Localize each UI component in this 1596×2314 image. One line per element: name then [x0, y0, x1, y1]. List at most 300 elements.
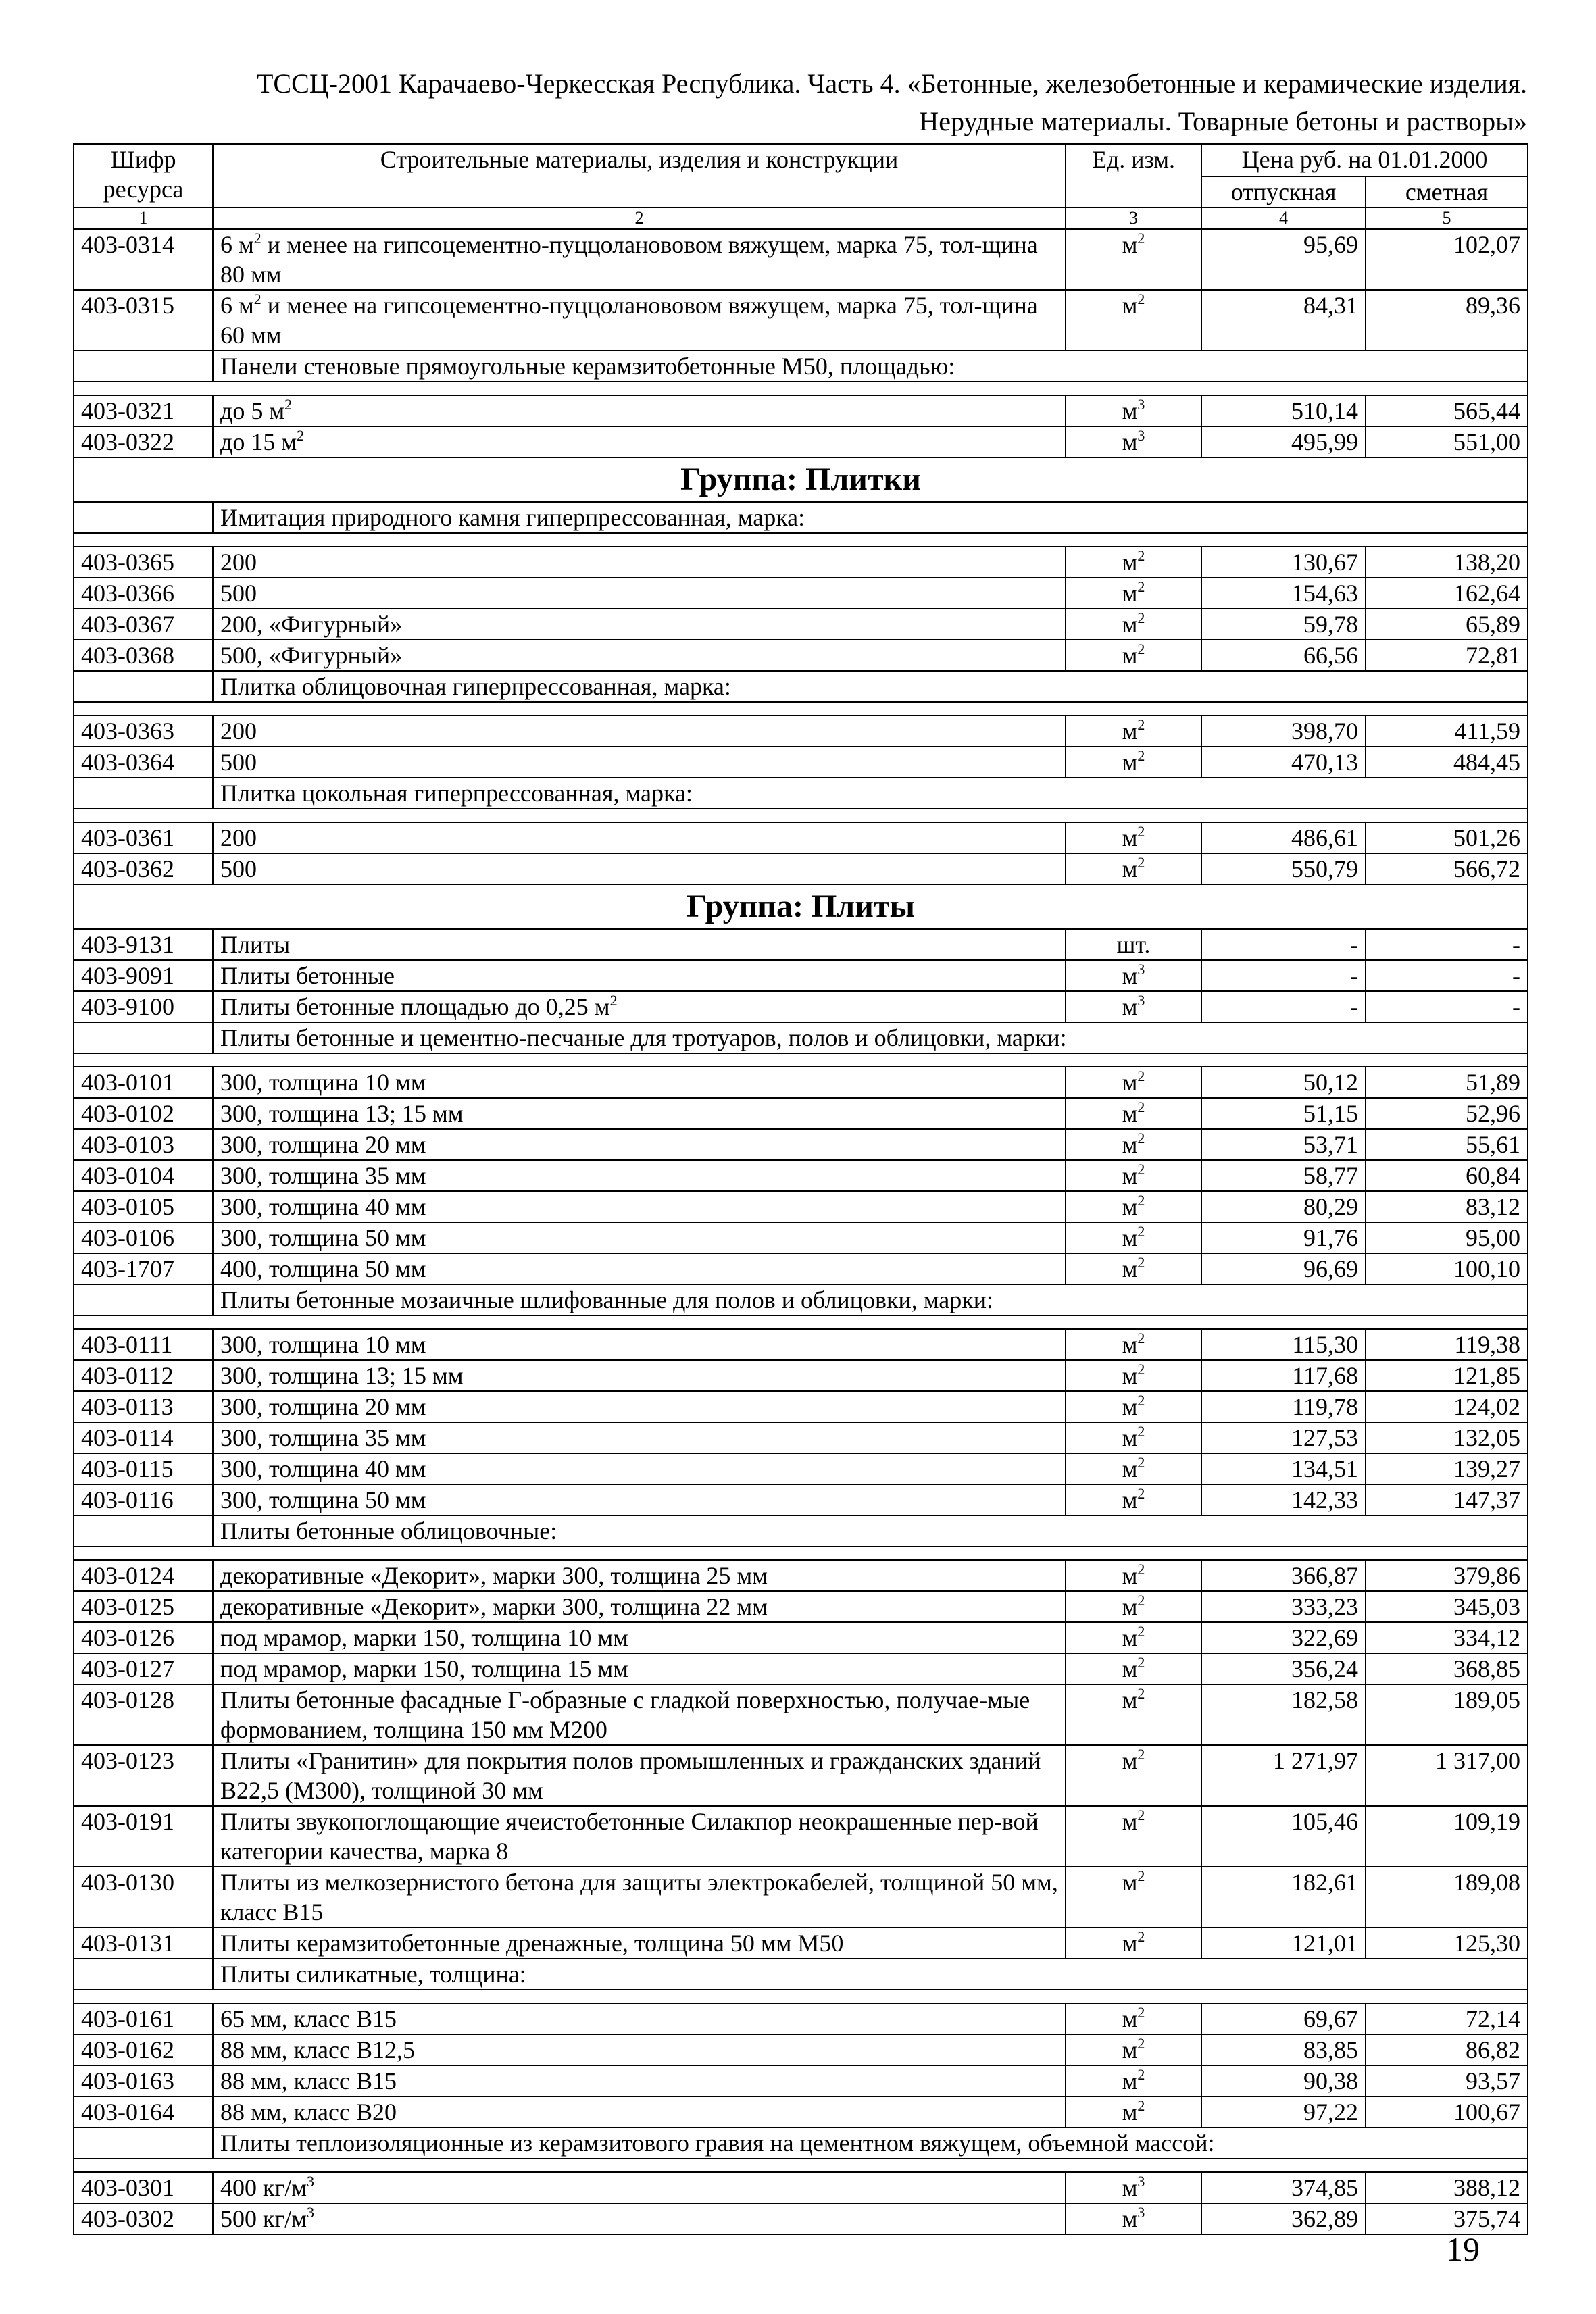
resource-code: 403-0302 [74, 2203, 213, 2234]
price-estimate: 119,38 [1366, 1329, 1528, 1360]
column-number: 4 [1201, 207, 1366, 229]
unit: $м^2$ [1066, 290, 1201, 351]
material-name: под мрамор, марки 150, толщина 10 мм [213, 1622, 1066, 1653]
table-row [74, 1329, 1528, 1360]
table-row [74, 1560, 1528, 1591]
price-release: 374,85 [1201, 2172, 1366, 2203]
section-code-cell [74, 1959, 213, 1990]
resource-code: 403-0314 [74, 229, 213, 290]
unit: $м^3$ [1066, 991, 1201, 1022]
section-gap-cell [74, 533, 1528, 547]
price-estimate: 125,30 [1366, 1928, 1528, 1959]
section-row [74, 1959, 1528, 1990]
material-name: 300, толщина 50 мм [213, 1484, 1066, 1515]
price-release: 91,76 [1201, 1222, 1366, 1253]
column-numbers-row [74, 207, 1528, 229]
section-gap-cell [74, 1990, 1528, 2003]
price-estimate: 124,02 [1366, 1391, 1528, 1422]
price-release: 366,87 [1201, 1560, 1366, 1591]
resource-code: 403-0191 [74, 1806, 213, 1867]
unit: $м^2$ [1066, 547, 1201, 578]
table-row [74, 578, 1528, 609]
unit: $м^2$ [1066, 2065, 1201, 2096]
section-code-cell [74, 671, 213, 702]
resource-code: 403-0321 [74, 395, 213, 426]
resource-code: 403-0164 [74, 2096, 213, 2128]
section-title: Плиты бетонные мозаичные шлифованные для полов и облицовки, марки: [213, 1284, 1528, 1315]
price-release: 119,78 [1201, 1391, 1366, 1422]
section-row [74, 778, 1528, 809]
table-row [74, 1653, 1528, 1684]
price-release: 130,67 [1201, 547, 1366, 578]
table-row [74, 640, 1528, 671]
table-row [74, 1098, 1528, 1129]
resource-code: 403-0315 [74, 290, 213, 351]
section-gap [74, 702, 1528, 715]
resource-code: 403-0128 [74, 1684, 213, 1745]
page-title-line-1: ТССЦ-2001 Карачаево-Черкесская Республика. Часть 4. «Бетонные, железобетонные и керамические изделия. [256, 68, 1527, 99]
section-row [74, 502, 1528, 533]
table-row [74, 1391, 1528, 1422]
unit: $м^2$ [1066, 1222, 1201, 1253]
price-estimate: 139,27 [1366, 1453, 1528, 1484]
resource-code: 403-0161 [74, 2003, 213, 2034]
price-estimate: 109,19 [1366, 1806, 1528, 1867]
table-row [74, 960, 1528, 991]
section-code-cell [74, 502, 213, 533]
section-title: Панели стеновые прямоугольные керамзитобетонные М50, площадью: [213, 351, 1528, 382]
resource-code: 403-0116 [74, 1484, 213, 1515]
price-estimate: 83,12 [1366, 1191, 1528, 1222]
unit: $м^2$ [1066, 1391, 1201, 1422]
price-estimate: 189,08 [1366, 1867, 1528, 1928]
price-estimate: 138,20 [1366, 547, 1528, 578]
price-release: 96,69 [1201, 1253, 1366, 1284]
price-release: - [1201, 991, 1366, 1022]
section-title: Имитация природного камня гиперпрессованная, марка: [213, 502, 1528, 533]
section-gap-cell [74, 382, 1528, 395]
material-name: 300, толщина 20 мм [213, 1129, 1066, 1160]
section-title: Плиты теплоизоляционные из керамзитового гравия на цементном вяжущем, объемной массой: [213, 2128, 1528, 2159]
material-name: декоративные «Декорит», марки 300, толщина 22 мм [213, 1591, 1066, 1622]
section-code-cell [74, 2128, 213, 2159]
price-release: 486,61 [1201, 822, 1366, 853]
table-row [74, 290, 1528, 351]
section-code-cell [74, 1284, 213, 1315]
table-row [74, 1622, 1528, 1653]
table-row [74, 609, 1528, 640]
price-release: 117,68 [1201, 1360, 1366, 1391]
material-name: 500 [213, 853, 1066, 884]
resource-code: 403-0125 [74, 1591, 213, 1622]
unit: $м^2$ [1066, 1160, 1201, 1191]
price-release: 97,22 [1201, 2096, 1366, 2128]
price-estimate: 100,10 [1366, 1253, 1528, 1284]
price-release: 142,33 [1201, 1484, 1366, 1515]
resource-code: 403-0104 [74, 1160, 213, 1191]
unit: $м^2$ [1066, 1253, 1201, 1284]
section-gap [74, 1990, 1528, 2003]
price-estimate: 100,67 [1366, 2096, 1528, 2128]
price-estimate: 51,89 [1366, 1067, 1528, 1098]
price-estimate: 334,12 [1366, 1622, 1528, 1653]
unit: $м^2$ [1066, 1329, 1201, 1360]
price-estimate: 65,89 [1366, 609, 1528, 640]
material-name: 6 $м^2$ и менее на гипсоцементно-пуццоланововом вяжущем, марка 75, тол-щина 60 мм [213, 290, 1066, 351]
resource-code: 403-0112 [74, 1360, 213, 1391]
price-release: - [1201, 929, 1366, 960]
price-estimate: 147,37 [1366, 1484, 1528, 1515]
price-release: 356,24 [1201, 1653, 1366, 1684]
resource-code: 403-0101 [74, 1067, 213, 1098]
section-gap-cell [74, 2159, 1528, 2172]
table-row [74, 1253, 1528, 1284]
price-release: 53,71 [1201, 1129, 1366, 1160]
unit: $м^2$ [1066, 1653, 1201, 1684]
unit: $м^2$ [1066, 1067, 1201, 1098]
section-gap [74, 1315, 1528, 1329]
material-name: 6 $м^2$ и менее на гипсоцементно-пуццоланововом вяжущем, марка 75, тол-щина 80 мм [213, 229, 1066, 290]
section-title: Плиты бетонные облицовочные: [213, 1515, 1528, 1546]
section-row [74, 1515, 1528, 1546]
resource-code: 403-0126 [74, 1622, 213, 1653]
price-release: 83,85 [1201, 2034, 1366, 2065]
material-name: 300, толщина 40 мм [213, 1191, 1066, 1222]
resource-code: 403-0365 [74, 547, 213, 578]
price-release: 495,99 [1201, 426, 1366, 457]
material-name: 400 $кг/м^3$ [213, 2172, 1066, 2203]
unit: $м^2$ [1066, 1806, 1201, 1867]
table-row [74, 547, 1528, 578]
section-gap-cell [74, 809, 1528, 822]
section-gap-cell [74, 702, 1528, 715]
resource-code: 403-0103 [74, 1129, 213, 1160]
resource-code: 403-0162 [74, 2034, 213, 2065]
material-name: 300, толщина 13; 15 мм [213, 1360, 1066, 1391]
price-estimate: 368,85 [1366, 1653, 1528, 1684]
price-release: 50,12 [1201, 1067, 1366, 1098]
resource-code: 403-0124 [74, 1560, 213, 1591]
table-row [74, 1191, 1528, 1222]
price-estimate: 375,74 [1366, 2203, 1528, 2234]
material-name: 500 $кг/м^3$ [213, 2203, 1066, 2234]
section-title: Плиты бетонные и цементно-песчаные для тротуаров, полов и облицовки, марки: [213, 1022, 1528, 1053]
table-row [74, 229, 1528, 290]
resource-code: 403-0163 [74, 2065, 213, 2096]
material-name: 300, толщина 20 мм [213, 1391, 1066, 1422]
unit: $м^2$ [1066, 1591, 1201, 1622]
table-row [74, 1745, 1528, 1806]
table-row [74, 426, 1528, 457]
table-row [74, 991, 1528, 1022]
table-row [74, 1684, 1528, 1745]
price-estimate: 345,03 [1366, 1591, 1528, 1622]
material-name: 300, толщина 13; 15 мм [213, 1098, 1066, 1129]
material-name: 65 мм, класс В15 [213, 2003, 1066, 2034]
price-release: 58,77 [1201, 1160, 1366, 1191]
price-estimate: 121,85 [1366, 1360, 1528, 1391]
material-name: 500 [213, 578, 1066, 609]
resource-code: 403-0115 [74, 1453, 213, 1484]
material-name: Плиты звукопоглощающие ячеистобетонные Силакпор неокрашенные пер-вой категории качества, марка 8 [213, 1806, 1066, 1867]
section-title: Плиты силикатные, толщина: [213, 1959, 1528, 1990]
unit: $м^2$ [1066, 640, 1201, 671]
table-row [74, 747, 1528, 778]
resource-code: 403-9131 [74, 929, 213, 960]
price-release: 398,70 [1201, 715, 1366, 747]
resource-code: 403-0301 [74, 2172, 213, 2203]
resource-code: 403-0363 [74, 715, 213, 747]
column-number: 1 [74, 207, 213, 229]
unit: шт. [1066, 929, 1201, 960]
material-name: Плиты «Гранитин» для покрытия полов промышленных и гражданских зданий В22,5 (М300), толщиной 30 мм [213, 1745, 1066, 1806]
unit: $м^2$ [1066, 229, 1201, 290]
resource-code: 403-9100 [74, 991, 213, 1022]
resource-code: 403-0105 [74, 1191, 213, 1222]
column-header-release: отпускная [1201, 176, 1366, 207]
material-name: Плиты из мелкозернистого бетона для защиты электрокабелей, толщиной 50 мм, класс В15 [213, 1867, 1066, 1928]
section-gap [74, 533, 1528, 547]
material-name: Плиты бетонные [213, 960, 1066, 991]
column-header-code: Шифр ресурса [74, 144, 213, 207]
table-row [74, 2203, 1528, 2234]
column-number: 2 [213, 207, 1066, 229]
group-title: Группа: Плитки [74, 457, 1528, 502]
unit: $м^2$ [1066, 1453, 1201, 1484]
resource-code: 403-0102 [74, 1098, 213, 1129]
price-release: 115,30 [1201, 1329, 1366, 1360]
unit: $м^2$ [1066, 1191, 1201, 1222]
table-row [74, 2065, 1528, 2096]
table-body [74, 229, 1528, 2234]
table-row [74, 2003, 1528, 2034]
resource-code: 403-0367 [74, 609, 213, 640]
unit: $м^2$ [1066, 1560, 1201, 1591]
table-row [74, 1160, 1528, 1191]
resource-code: 403-0364 [74, 747, 213, 778]
unit: $м^2$ [1066, 1484, 1201, 1515]
table-row [74, 1928, 1528, 1959]
resource-code: 403-0362 [74, 853, 213, 884]
section-gap [74, 1053, 1528, 1067]
price-estimate: 93,57 [1366, 2065, 1528, 2096]
section-row [74, 671, 1528, 702]
material-name: 300, толщина 35 мм [213, 1160, 1066, 1191]
price-release: 127,53 [1201, 1422, 1366, 1453]
table-row [74, 1484, 1528, 1515]
section-title: Плитка облицовочная гиперпрессованная, марка: [213, 671, 1528, 702]
resource-code: 403-0366 [74, 578, 213, 609]
material-name: 88 мм, класс В12,5 [213, 2034, 1066, 2065]
price-release: 550,79 [1201, 853, 1366, 884]
price-estimate: 484,45 [1366, 747, 1528, 778]
unit: $м^2$ [1066, 1745, 1201, 1806]
material-name: Плиты бетонные площадью до 0,25 $м^2$ [213, 991, 1066, 1022]
material-name: Плиты бетонные фасадные Г-образные с гладкой поверхностью, получае-мые формованием, толщина 150 мм М200 [213, 1684, 1066, 1745]
unit: $м^3$ [1066, 2172, 1201, 2203]
price-estimate: 52,96 [1366, 1098, 1528, 1129]
unit: $м^2$ [1066, 715, 1201, 747]
unit: $м^3$ [1066, 395, 1201, 426]
unit: $м^2$ [1066, 1422, 1201, 1453]
price-estimate: 72,14 [1366, 2003, 1528, 2034]
table-row [74, 2034, 1528, 2065]
price-estimate: - [1366, 960, 1528, 991]
price-estimate: 189,05 [1366, 1684, 1528, 1745]
section-row [74, 1022, 1528, 1053]
resource-code: 403-0127 [74, 1653, 213, 1684]
unit: $м^2$ [1066, 609, 1201, 640]
price-table [73, 143, 1528, 2235]
column-header-unit: Ед. изм. [1066, 144, 1201, 207]
unit: $м^3$ [1066, 426, 1201, 457]
section-gap [74, 382, 1528, 395]
price-release: 84,31 [1201, 290, 1366, 351]
column-header-price: Цена руб. на 01.01.2000 [1201, 144, 1528, 176]
price-release: 51,15 [1201, 1098, 1366, 1129]
price-estimate: 86,82 [1366, 2034, 1528, 2065]
group-row [74, 457, 1528, 502]
price-release: 1 271,97 [1201, 1745, 1366, 1806]
group-row [74, 884, 1528, 929]
unit: $м^2$ [1066, 1098, 1201, 1129]
table-row [74, 1360, 1528, 1391]
unit: $м^3$ [1066, 2203, 1201, 2234]
section-row [74, 351, 1528, 382]
resource-code: 403-0131 [74, 1928, 213, 1959]
table-row [74, 1222, 1528, 1253]
page-number: 19 [1446, 2230, 1480, 2268]
material-name: Плиты керамзитобетонные дренажные, толщина 50 мм М50 [213, 1928, 1066, 1959]
price-release: 121,01 [1201, 1928, 1366, 1959]
resource-code: 403-0111 [74, 1329, 213, 1360]
section-gap [74, 1546, 1528, 1560]
material-name: 300, толщина 40 мм [213, 1453, 1066, 1484]
material-name: до 5 $м^2$ [213, 395, 1066, 426]
material-name: 88 мм, класс В15 [213, 2065, 1066, 2096]
table-row [74, 1867, 1528, 1928]
price-release: 80,29 [1201, 1191, 1366, 1222]
unit: $м^3$ [1066, 960, 1201, 991]
section-gap [74, 2159, 1528, 2172]
price-release: 470,13 [1201, 747, 1366, 778]
price-estimate: 102,07 [1366, 229, 1528, 290]
price-release: - [1201, 960, 1366, 991]
price-estimate: 551,00 [1366, 426, 1528, 457]
group-title: Группа: Плиты [74, 884, 1528, 929]
page-title [74, 65, 1527, 141]
price-estimate: - [1366, 991, 1528, 1022]
section-code-cell [74, 1515, 213, 1546]
material-name: 500 [213, 747, 1066, 778]
unit: $м^2$ [1066, 1928, 1201, 1959]
section-gap-cell [74, 1315, 1528, 1329]
section-code-cell [74, 1022, 213, 1053]
table-row [74, 853, 1528, 884]
section-gap [74, 809, 1528, 822]
table-row [74, 395, 1528, 426]
price-estimate: 72,81 [1366, 640, 1528, 671]
table-row [74, 1067, 1528, 1098]
section-gap-cell [74, 1546, 1528, 1560]
price-estimate: - [1366, 929, 1528, 960]
price-estimate: 89,36 [1366, 290, 1528, 351]
price-estimate: 132,05 [1366, 1422, 1528, 1453]
price-release: 362,89 [1201, 2203, 1366, 2234]
price-release: 322,69 [1201, 1622, 1366, 1653]
table-row [74, 2172, 1528, 2203]
material-name: под мрамор, марки 150, толщина 15 мм [213, 1653, 1066, 1684]
price-estimate: 1 317,00 [1366, 1745, 1528, 1806]
price-release: 59,78 [1201, 609, 1366, 640]
unit: $м^2$ [1066, 2096, 1201, 2128]
column-number: 3 [1066, 207, 1201, 229]
price-release: 90,38 [1201, 2065, 1366, 2096]
material-name: 88 мм, класс В20 [213, 2096, 1066, 2128]
price-estimate: 388,12 [1366, 2172, 1528, 2203]
column-header-estimate: сметная [1366, 176, 1528, 207]
table-row [74, 715, 1528, 747]
material-name: 200 [213, 547, 1066, 578]
unit: $м^2$ [1066, 1622, 1201, 1653]
material-name: 200, «Фигурный» [213, 609, 1066, 640]
resource-code: 403-0114 [74, 1422, 213, 1453]
price-release: 154,63 [1201, 578, 1366, 609]
material-name: 400, толщина 50 мм [213, 1253, 1066, 1284]
table-row [74, 2096, 1528, 2128]
material-name: Плиты [213, 929, 1066, 960]
table-row [74, 822, 1528, 853]
price-release: 182,58 [1201, 1684, 1366, 1745]
price-estimate: 566,72 [1366, 853, 1528, 884]
section-gap-cell [74, 1053, 1528, 1067]
table-row [74, 1129, 1528, 1160]
resource-code: 403-0368 [74, 640, 213, 671]
material-name: 300, толщина 10 мм [213, 1067, 1066, 1098]
price-release: 134,51 [1201, 1453, 1366, 1484]
section-title: Плитка цокольная гиперпрессованная, марка: [213, 778, 1528, 809]
resource-code: 403-0322 [74, 426, 213, 457]
unit: $м^2$ [1066, 1129, 1201, 1160]
unit: $м^2$ [1066, 1867, 1201, 1928]
unit: $м^2$ [1066, 578, 1201, 609]
price-estimate: 55,61 [1366, 1129, 1528, 1160]
price-release: 95,69 [1201, 229, 1366, 290]
unit: $м^2$ [1066, 1684, 1201, 1745]
material-name: 200 [213, 822, 1066, 853]
price-estimate: 379,86 [1366, 1560, 1528, 1591]
resource-code: 403-0106 [74, 1222, 213, 1253]
price-release: 510,14 [1201, 395, 1366, 426]
unit: $м^2$ [1066, 747, 1201, 778]
price-estimate: 501,26 [1366, 822, 1528, 853]
resource-code: 403-0123 [74, 1745, 213, 1806]
resource-code: 403-1707 [74, 1253, 213, 1284]
page-title-line-2: Нерудные материалы. Товарные бетоны и растворы» [919, 106, 1527, 136]
table-row [74, 929, 1528, 960]
material-name: декоративные «Декорит», марки 300, толщина 25 мм [213, 1560, 1066, 1591]
resource-code: 403-0361 [74, 822, 213, 853]
table-row [74, 1453, 1528, 1484]
material-name: 300, толщина 50 мм [213, 1222, 1066, 1253]
table-row [74, 1591, 1528, 1622]
table-row [74, 1806, 1528, 1867]
material-name: до 15 $м^2$ [213, 426, 1066, 457]
price-estimate: 162,64 [1366, 578, 1528, 609]
unit: $м^2$ [1066, 2003, 1201, 2034]
material-name: 200 [213, 715, 1066, 747]
unit: $м^2$ [1066, 2034, 1201, 2065]
